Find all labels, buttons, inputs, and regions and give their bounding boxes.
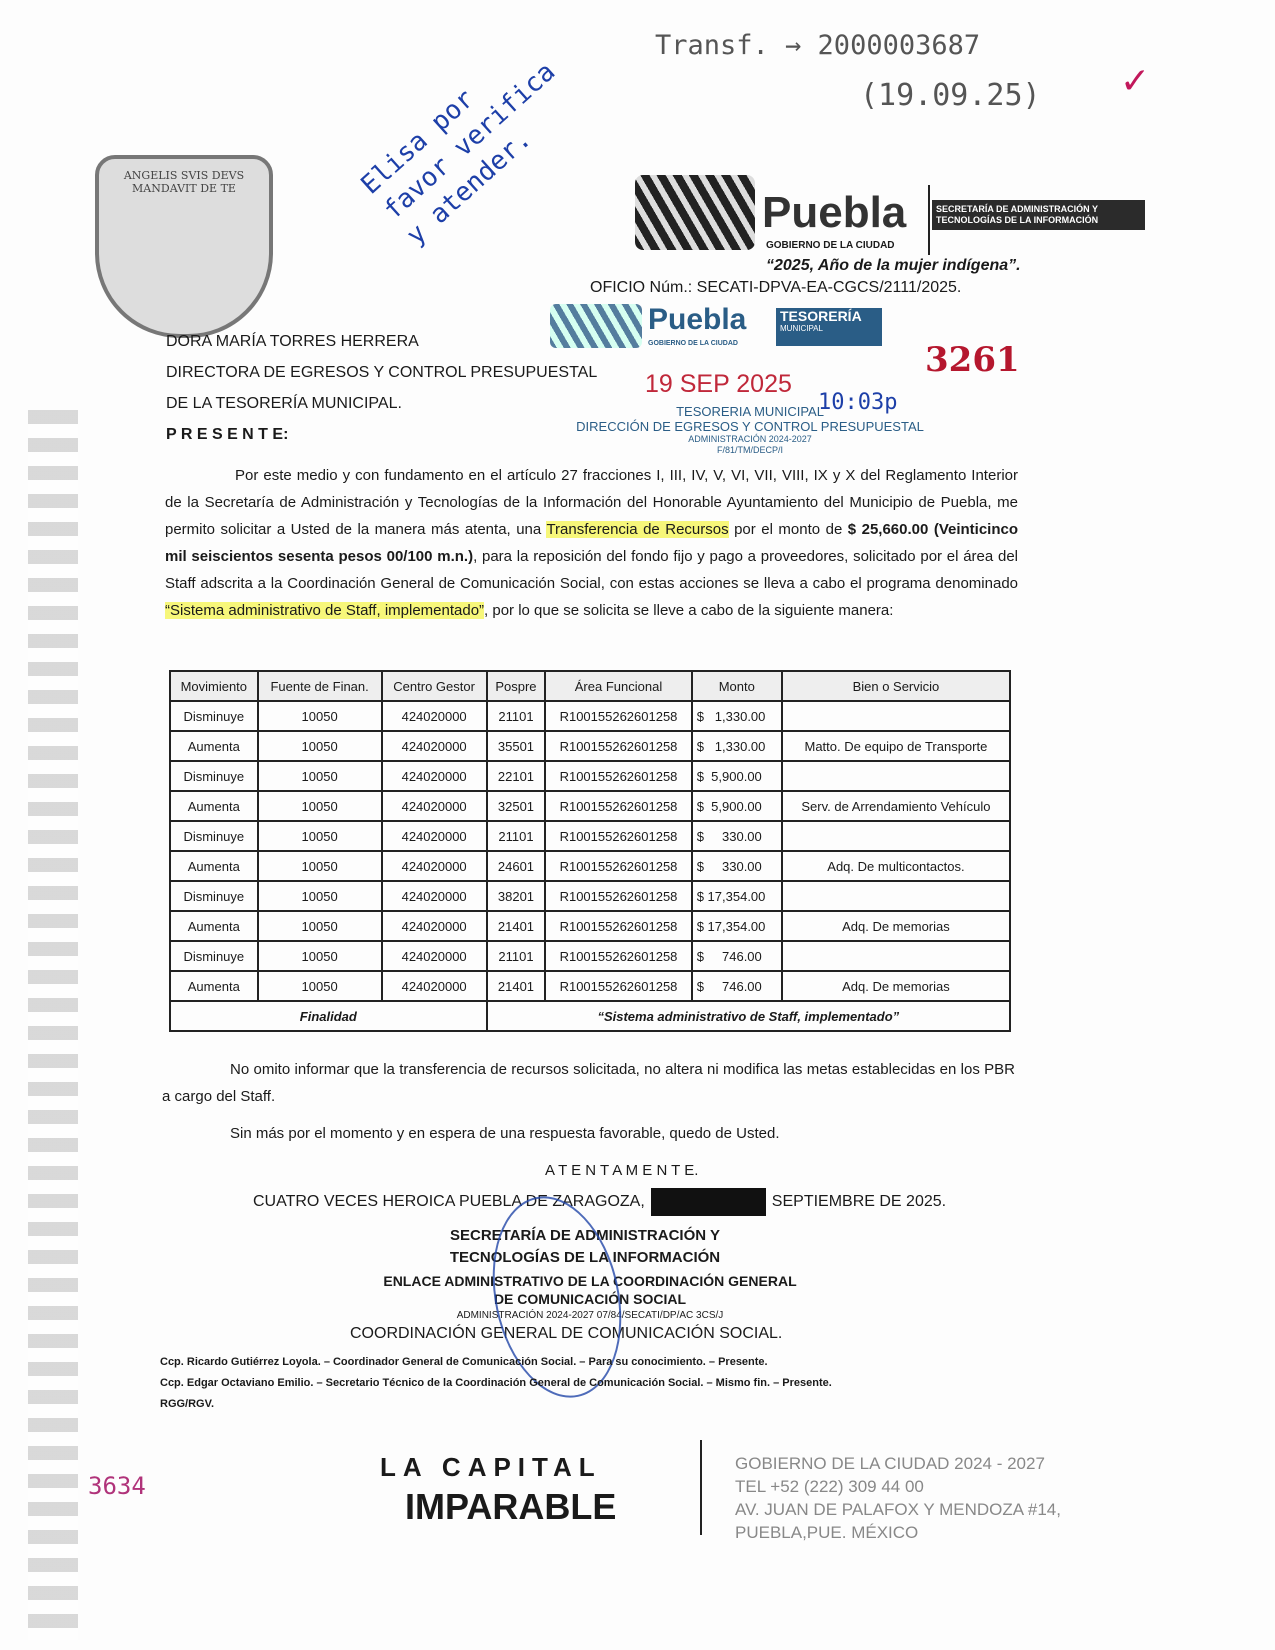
stamp-admin: ADMINISTRACIÓN 2024-2027 07/84/SECATI/DP/AC 3CS/J [456, 1310, 724, 1321]
address-line: AV. JUAN DE PALAFOX Y MENDOZA #14, [735, 1500, 1061, 1519]
finalidad-row [170, 1001, 1010, 1031]
table-row [170, 941, 1010, 971]
received-time: 10:03p [818, 390, 898, 415]
handwritten-number: 3634 [88, 1472, 146, 1500]
place-date-row [253, 1188, 946, 1216]
table-cell: Adq. De memorias [782, 911, 1010, 941]
recipient-block [166, 326, 597, 450]
table-cell: 10050 [258, 701, 382, 731]
table-cell: 10050 [258, 881, 382, 911]
table-cell: Aumenta [170, 731, 258, 761]
table-cell: $ 17,354.00 [692, 911, 782, 941]
column-header: Centro Gestor [382, 671, 487, 701]
table-cell: 424020000 [382, 911, 487, 941]
recipient-name: DORA MARÍA TORRES HERRERA [166, 333, 419, 350]
ccp-item: Ccp. Ricardo Gutiérrez Loyola. – Coordinador General de Comunicación Social. – Para su conocimiento. – Presente. [160, 1356, 768, 1368]
decorative-border [28, 410, 78, 1640]
table-cell: Aumenta [170, 971, 258, 1001]
table-cell: 10050 [258, 911, 382, 941]
table-cell: $ 330.00 [692, 851, 782, 881]
checkmark-icon: ✓ [1120, 60, 1151, 101]
table-cell: 35501 [487, 731, 546, 761]
text: Por este medio y con fundamento en el artículo 27 fracciones I, III, IV, V, VI, VII, VIII, IX y X del Reglamento Interior de la Secretaría de Administración y Tecnologías de la Información del Honorable Ayuntamiento del Municipio de Puebla, me permito solicitar a Usted de la manera más atenta, una [165, 467, 1018, 538]
redacted-block [651, 1188, 766, 1216]
text: , para la reposición del fondo fijo y pago a proveedores, solicitado por el área del Staff adscrita a la Coordinación General de Comunicación Social, con estas acciones se lleva a cabo el programa denominado [165, 548, 1019, 592]
shield-motto: ANGELIS SVIS DEVS MANDAVIT DE TE [123, 169, 245, 195]
table-cell [782, 821, 1010, 851]
finalidad-label: Finalidad [170, 1001, 487, 1031]
stamp-line: DIRECCIÓN DE EGRESOS Y CONTROL PRESUPUESTAL [576, 419, 924, 434]
handwritten-instruction: Elisa por favor verifica y atender. [355, 56, 562, 252]
table-cell: 38201 [487, 881, 546, 911]
table-cell: 21401 [487, 971, 546, 1001]
table-cell: Aumenta [170, 911, 258, 941]
table-header [170, 671, 1010, 701]
table-row [170, 701, 1010, 731]
table-cell: 10050 [258, 971, 382, 1001]
table-cell: Matto. De equipo de Transporte [782, 731, 1010, 761]
tesoreria-label: TESORERÍA [780, 308, 862, 324]
table-cell: 21101 [487, 941, 546, 971]
table-cell: 22101 [487, 761, 546, 791]
department-badge: SECRETARÍA DE ADMINISTRACIÓN Y TECNOLOGÍAS DE LA INFORMACIÓN [932, 200, 1145, 230]
transfer-date: (19.09.25) [860, 78, 1041, 113]
column-header: Monto [692, 671, 782, 701]
table-cell: R100155262601258 [545, 941, 691, 971]
table-cell: 424020000 [382, 971, 487, 1001]
recipient-title: DE LA TESORERÍA MUNICIPAL. [166, 395, 402, 412]
logo-subtitle: GOBIERNO DE LA CIUDAD [766, 240, 895, 251]
puebla-emblem-icon [635, 175, 755, 250]
table-cell: R100155262601258 [545, 731, 691, 761]
signer-title: ENLACE ADMINISTRATIVO DE LA COORDINACIÓN GENERAL DE COMUNICACIÓN SOCIAL [383, 1273, 797, 1307]
table-row [170, 761, 1010, 791]
presente: P R E S E N T E: [166, 426, 289, 443]
folio-number: 3261 [925, 340, 1020, 380]
text: , por lo que se solicita se lleve a cabo de la siguiente manera: [484, 602, 894, 619]
table-row [170, 791, 1010, 821]
city-shield-logo [95, 155, 273, 338]
table-cell: 424020000 [382, 761, 487, 791]
tesoreria-received-stamp [560, 404, 940, 456]
oficio-number: OFICIO Núm.: SECATI-DPVA-EA-CGCS/2111/2025. [590, 279, 962, 296]
tesoreria-logo-subtitle: GOBIERNO DE LA CIUDAD [648, 340, 738, 347]
highlight-program: “Sistema administrativo de Staff, implementado” [165, 602, 485, 619]
footer-divider [700, 1440, 702, 1535]
transfer-table [169, 670, 1011, 1032]
transfer-note: Transf. → 2000003687 [655, 30, 981, 61]
table-cell: Serv. de Arrendamiento Vehículo [782, 791, 1010, 821]
table-cell: 10050 [258, 791, 382, 821]
stamp-line: ADMINISTRACIÓN 2024-2027 [688, 434, 812, 444]
table-cell: R100155262601258 [545, 971, 691, 1001]
slogan-line-2: IMPARABLE [405, 1486, 617, 1527]
table-cell: Disminuye [170, 761, 258, 791]
table-cell: R100155262601258 [545, 761, 691, 791]
received-date-stamp: 19 SEP 2025 [645, 370, 792, 398]
table-cell: Aumenta [170, 851, 258, 881]
column-header: Área Funcional [545, 671, 691, 701]
table-cell: $ 5,900.00 [692, 761, 782, 791]
table-cell: $ 1,330.00 [692, 731, 782, 761]
ccp-initials: RGG/RGV. [160, 1398, 214, 1410]
address-line: TEL +52 (222) 309 44 00 [735, 1477, 924, 1496]
table-row [170, 971, 1010, 1001]
highlight-transferencia: Transferencia de Recursos [546, 521, 729, 538]
table-cell: 10050 [258, 821, 382, 851]
table-cell: 424020000 [382, 851, 487, 881]
table-cell: 21101 [487, 701, 546, 731]
table-cell: 424020000 [382, 941, 487, 971]
address-line: GOBIERNO DE LA CIUDAD 2024 - 2027 [735, 1454, 1045, 1473]
table-cell: $ 5,900.00 [692, 791, 782, 821]
table-row [170, 911, 1010, 941]
table-cell: Adq. De memorias [782, 971, 1010, 1001]
table-cell: R100155262601258 [545, 821, 691, 851]
recipient-title: DIRECTORA DE EGRESOS Y CONTROL PRESUPUESTAL [166, 364, 598, 381]
text: por el monto de [728, 521, 848, 538]
secretaria-stamp: SECRETARÍA DE ADMINISTRACIÓN Y TECNOLOGÍAS DE LA INFORMACIÓN [449, 1227, 721, 1266]
table-cell: $ 746.00 [692, 971, 782, 1001]
table-cell: 21101 [487, 821, 546, 851]
table-cell: 10050 [258, 941, 382, 971]
table-cell: 24601 [487, 851, 546, 881]
table-cell: $ 17,354.00 [692, 881, 782, 911]
column-header: Pospre [487, 671, 546, 701]
table-cell: R100155262601258 [545, 701, 691, 731]
table-cell: 10050 [258, 851, 382, 881]
table-cell [782, 941, 1010, 971]
year-motto: “2025, Año de la mujer indígena”. [766, 257, 1021, 274]
table-cell: R100155262601258 [545, 791, 691, 821]
table-cell: 32501 [487, 791, 546, 821]
table-cell: 424020000 [382, 701, 487, 731]
stamp-line: TESORERIA MUNICIPAL [676, 404, 824, 419]
table-row [170, 821, 1010, 851]
stamp-line: F/81/TM/DECP/I [716, 445, 783, 455]
table-cell: $ 746.00 [692, 941, 782, 971]
ccp-list [160, 1352, 832, 1415]
table-cell: Disminuye [170, 821, 258, 851]
body-paragraph-3: Sin más por el momento y en espera de una respuesta favorable, quedo de Usted. [230, 1125, 780, 1142]
place-line: CUATRO VECES HEROICA PUEBLA DE ZARAGOZA, [253, 1193, 645, 1210]
footer-address [735, 1452, 1061, 1544]
table-cell [782, 761, 1010, 791]
table-cell [782, 881, 1010, 911]
table-cell: 21401 [487, 911, 546, 941]
table-cell: 424020000 [382, 791, 487, 821]
divider [928, 185, 930, 255]
table-cell: $ 1,330.00 [692, 701, 782, 731]
table-cell: 424020000 [382, 881, 487, 911]
table-row [170, 851, 1010, 881]
table-cell: 424020000 [382, 731, 487, 761]
coordination-name: COORDINACIÓN GENERAL DE COMUNICACIÓN SOCIAL. [350, 1325, 783, 1342]
table-cell: 424020000 [382, 821, 487, 851]
body-paragraph-1 [165, 462, 1018, 624]
address-line: PUEBLA,PUE. MÉXICO [735, 1523, 919, 1542]
atentamente: A T E N T A M E N T E. [545, 1162, 699, 1179]
table-cell: R100155262601258 [545, 851, 691, 881]
column-header: Bien o Servicio [782, 671, 1010, 701]
table-row [170, 731, 1010, 761]
tesoreria-stamp-logo: Puebla [648, 303, 747, 336]
table-cell: Disminuye [170, 701, 258, 731]
table-cell: $ 330.00 [692, 821, 782, 851]
body-paragraph-2: No omito informar que la transferencia de recursos solicitada, no altera ni modifica las metas establecidas en los PBR a cargo del Staff. [162, 1061, 1015, 1105]
table-cell: 10050 [258, 761, 382, 791]
date-line: SEPTIEMBRE DE 2025. [771, 1193, 947, 1210]
table-cell: Adq. De multicontactos. [782, 851, 1010, 881]
finalidad-value: “Sistema administrativo de Staff, implementado” [487, 1001, 1010, 1031]
puebla-logo: Puebla [762, 188, 907, 237]
tesoreria-badge [776, 308, 882, 346]
amount: $ 25,660.00 (Veinticinco mil seiscientos sesenta pesos 00/100 m.n.) [165, 521, 1019, 565]
municipal-label: MUNICIPAL [780, 324, 823, 333]
table-cell: Disminuye [170, 881, 258, 911]
table-cell [782, 701, 1010, 731]
column-header: Fuente de Finan. [258, 671, 382, 701]
slogan-line-1: LA CAPITAL [380, 1452, 602, 1482]
table-cell: R100155262601258 [545, 881, 691, 911]
table-cell: Disminuye [170, 941, 258, 971]
ccp-item: Ccp. Edgar Octaviano Emilio. – Secretario Técnico de la Coordinación General de Comunicación Social. – Mismo fin. – Presente. [160, 1377, 832, 1389]
table-row [170, 881, 1010, 911]
table-cell: 10050 [258, 731, 382, 761]
table-cell: R100155262601258 [545, 911, 691, 941]
table-cell: Aumenta [170, 791, 258, 821]
column-header: Movimiento [170, 671, 258, 701]
